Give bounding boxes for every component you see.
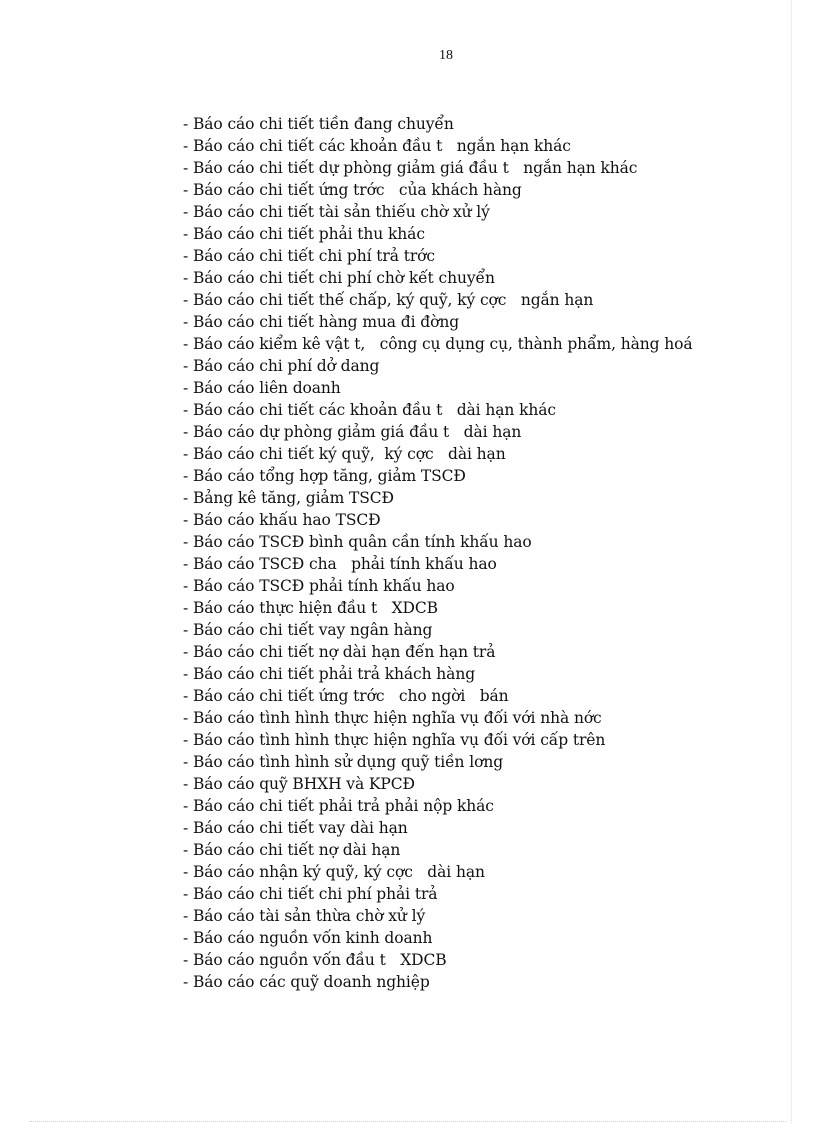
list-item: - Báo cáo chi tiết nợ dài hạn đến hạn trả (183, 643, 496, 661)
list-item: - Báo cáo TSCĐ phải tính khấu hao (183, 577, 455, 595)
list-item: - Báo cáo tài sản thừa chờ xử lý (183, 907, 426, 925)
list-item: - Báo cáo chi tiết ký quỹ, ký cợc dài hạn (183, 445, 506, 463)
list-item: - Báo cáo chi tiết hàng mua đi đờng (183, 313, 460, 331)
list-item: - Báo cáo chi tiết các khoản đầu t ngắn hạn khác (183, 137, 571, 155)
list-item: - Báo cáo nguồn vốn đầu t XDCB (183, 951, 447, 969)
bottom-divider (30, 1121, 786, 1122)
page-number: 18 (439, 48, 453, 63)
list-item: - Báo cáo chi tiết phải trả phải nộp khác (183, 797, 494, 815)
list-item: - Báo cáo quỹ BHXH và KPCĐ (183, 775, 415, 793)
list-item: - Báo cáo chi tiết phải trả khách hàng (183, 665, 476, 683)
list-item: - Báo cáo chi tiết chi phí phải trả (183, 885, 438, 903)
list-item: - Báo cáo chi tiết dự phòng giảm giá đầu t ngắn hạn khác (183, 159, 638, 177)
list-item: - Báo cáo chi tiết thế chấp, ký quỹ, ký cợc ngắn hạn (183, 291, 594, 309)
right-divider (791, 0, 792, 1123)
list-item: - Báo cáo khấu hao TSCĐ (183, 511, 381, 529)
list-item: - Báo cáo TSCĐ cha phải tính khấu hao (183, 555, 497, 573)
list-item: - Báo cáo chi tiết các khoản đầu t dài hạn khác (183, 401, 556, 419)
list-item: - Báo cáo chi tiết tài sản thiếu chờ xử lý (183, 203, 490, 221)
list-item: - Báo cáo nguồn vốn kinh doanh (183, 929, 433, 947)
report-list (183, 113, 693, 993)
list-item: - Báo cáo nhận ký quỹ, ký cợc dài hạn (183, 863, 485, 881)
list-item: - Báo cáo kiểm kê vật t, công cụ dụng cụ, thành phẩm, hàng hoá (183, 335, 693, 353)
list-item: - Báo cáo chi tiết nợ dài hạn (183, 841, 401, 859)
list-item: - Bảng kê tăng, giảm TSCĐ (183, 489, 394, 507)
list-item: - Báo cáo chi tiết tiền đang chuyển (183, 115, 454, 133)
list-item: - Báo cáo TSCĐ bình quân cần tính khấu hao (183, 533, 532, 551)
list-item: - Báo cáo thực hiện đầu t XDCB (183, 599, 438, 617)
list-item: - Báo cáo tổng hợp tăng, giảm TSCĐ (183, 467, 466, 485)
list-item: - Báo cáo tình hình thực hiện nghĩa vụ đối với cấp trên (183, 731, 606, 749)
list-item: - Báo cáo chi tiết ứng trớc cho ngời bán (183, 687, 509, 705)
list-item: - Báo cáo tình hình sử dụng quỹ tiền lơng (183, 753, 504, 771)
list-item: - Báo cáo dự phòng giảm giá đầu t dài hạn (183, 423, 522, 441)
list-item: - Báo cáo chi tiết ứng trớc của khách hàng (183, 181, 522, 199)
list-item: - Báo cáo chi tiết chi phí chờ kết chuyển (183, 269, 495, 287)
list-item: - Báo cáo chi tiết vay ngân hàng (183, 621, 433, 639)
list-item: - Báo cáo chi phí dở dang (183, 357, 380, 375)
list-item: - Báo cáo các quỹ doanh nghiệp (183, 973, 430, 991)
list-item: - Báo cáo chi tiết vay dài hạn (183, 819, 408, 837)
list-item: - Báo cáo tình hình thực hiện nghĩa vụ đối với nhà nớc (183, 709, 602, 727)
list-item: - Báo cáo chi tiết chi phí trả trớc (183, 247, 435, 265)
list-item: - Báo cáo chi tiết phải thu khác (183, 225, 425, 243)
list-item: - Báo cáo liên doanh (183, 379, 341, 397)
